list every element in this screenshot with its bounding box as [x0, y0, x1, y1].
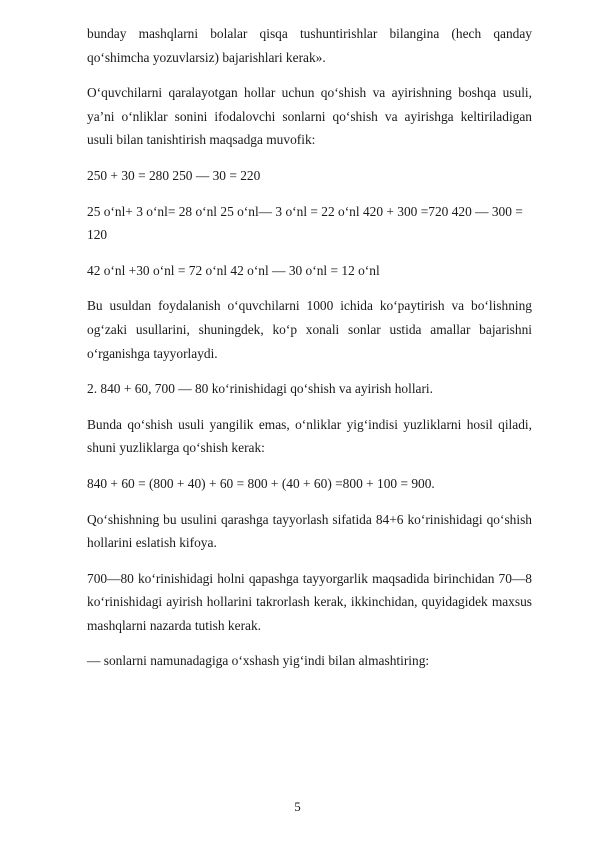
paragraph-7: — sonlarni namunadagiga o‘xshash yig‘indi bilan almashtiring: [87, 653, 430, 669]
document-page [87, 22, 532, 685]
equation-line-2: 25 o‘nl+ 3 o‘nl= 28 o‘nl 25 o‘nl— 3 o‘nl = 22 o‘nl 420 + 300 =720 420 — 300 = 120 [87, 203, 523, 243]
page-number: 5 [294, 799, 301, 814]
section-heading: 2. 840 + 60, 700 — 80 ko‘rinishidagi qo‘shish va ayirish hollari. [87, 381, 434, 397]
paragraph-2: O‘quvchilarni qaralayotgan hollar uchun qo‘shish va ayirishning boshqa usuli, ya’ni o‘nliklar sonini ifodalovchi sonlarni qo‘shish va ayirishga keltiriladigan usuli bilan tanishtirish maqsadga muvofik: [87, 85, 532, 148]
paragraph-5: Qo‘shishning bu usulini qarashga tayyorlash sifatida 84+6 ko‘rinishidagi qo‘shish hollarini eslatish kifoya. [87, 511, 532, 551]
equation-line-3: 42 o‘nl +30 o‘nl = 72 o‘nl 42 o‘nl — 30 o‘nl = 12 o‘nl [87, 262, 380, 278]
paragraph-6: 700—80 ko‘rinishidagi holni qapashga tayyorgarlik maqsadida birinchidan 70—8 ko‘rinishidagi ayirish hollarini takrorlash kerak, ikkinchidan, quyidagidek maxsus mashqlarni nazarda tutish kerak. [87, 570, 532, 633]
equation-line-1: 250 + 30 = 280 250 — 30 = 220 [87, 167, 261, 183]
paragraph-1: bunday mashqlarni bolalar qisqa tushuntirishlar bilangina (hech qanday qo‘shimcha yozuvlarsiz) bajarishlari kerak». [87, 26, 532, 65]
equation-line-4: 840 + 60 = (800 + 40) + 60 = 800 + (40 + 60) =800 + 100 = 900. [87, 475, 435, 491]
paragraph-3: Bu usuldan foydalanish o‘quvchilarni 1000 ichida ko‘paytirish va bo‘lishning og‘zaki usullarini, shuningdek, ko‘p xonali sonlar ustida amallar bajarishni o‘rganishga tayyorlaydi. [87, 298, 532, 361]
paragraph-4: Bunda qo‘shish usuli yangilik emas, o‘nliklar yig‘indisi yuzliklarni hosil qiladi, shuni yuzliklarga qo‘shish kerak: [87, 416, 532, 456]
